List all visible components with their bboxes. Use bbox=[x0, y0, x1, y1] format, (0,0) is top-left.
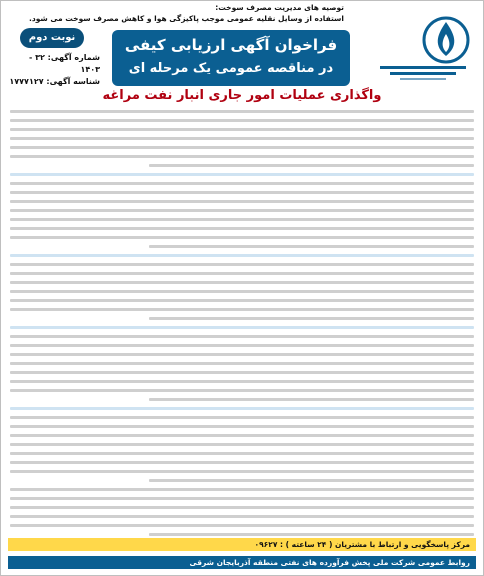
ad-meta bbox=[8, 52, 100, 88]
ad-id: شناسه آگهی: ۱۷۷۷۱۲۷ bbox=[9, 77, 100, 86]
text-line bbox=[10, 488, 474, 491]
text-line bbox=[10, 389, 474, 392]
text-line bbox=[10, 362, 474, 365]
fuel-tip-text: استفاده از وسایل نقلیه عمومی موجب پاکیزگی هوا و کاهش مصرف سوخت می شود. bbox=[29, 14, 344, 23]
text-line bbox=[10, 209, 474, 212]
text-line bbox=[10, 227, 474, 230]
headline-banner bbox=[112, 30, 350, 86]
text-line bbox=[10, 344, 474, 347]
text-line bbox=[10, 218, 474, 221]
text-line bbox=[10, 443, 474, 446]
text-line bbox=[10, 182, 474, 185]
text-line bbox=[10, 434, 474, 437]
text-line bbox=[10, 200, 474, 203]
text-line bbox=[10, 452, 474, 455]
text-line-highlighted bbox=[10, 407, 474, 410]
text-line bbox=[10, 497, 474, 500]
notice-body-text bbox=[10, 110, 474, 512]
text-line bbox=[10, 263, 474, 266]
text-line bbox=[10, 380, 474, 383]
text-line bbox=[10, 119, 474, 122]
text-line bbox=[10, 191, 474, 194]
text-line-highlighted bbox=[10, 326, 474, 329]
text-line bbox=[10, 416, 474, 419]
public-relations-bar: روابط عمومی شرکت ملی پخش فرآورده های نفتی منطقه آذربایجان شرقی bbox=[8, 556, 476, 569]
text-line bbox=[10, 281, 474, 284]
text-line bbox=[10, 515, 474, 518]
headline-title: فراخوان آگهی ارزیابی کیفی bbox=[124, 36, 338, 54]
round-badge: نوبت دوم bbox=[20, 28, 84, 48]
hotline-bar: مرکز پاسخگویی و ارتباط با مشتریان ( ۲۴ ساعته ) : ۰۹۶۲۷ bbox=[8, 538, 476, 551]
text-line bbox=[10, 155, 474, 158]
text-line bbox=[10, 146, 474, 149]
text-line bbox=[10, 236, 474, 239]
ad-number: شماره آگهی: ۳۲ - ۱۴۰۳ bbox=[29, 53, 100, 74]
text-line bbox=[10, 470, 474, 473]
text-line bbox=[10, 308, 474, 311]
text-line bbox=[10, 290, 474, 293]
text-line bbox=[10, 353, 474, 356]
text-line bbox=[149, 317, 474, 320]
fuel-tip-heading: توصیه های مدیریت مصرف سوخت: bbox=[215, 3, 344, 12]
text-line bbox=[10, 425, 474, 428]
text-line bbox=[10, 110, 474, 113]
headline-subtitle: در مناقصه عمومی یک مرحله ای bbox=[128, 61, 334, 76]
text-line-highlighted bbox=[10, 173, 474, 176]
text-line bbox=[10, 272, 474, 275]
text-line bbox=[10, 461, 474, 464]
text-line bbox=[10, 371, 474, 374]
fuel-tip-banner bbox=[14, 2, 344, 26]
text-line bbox=[149, 479, 474, 482]
text-line bbox=[10, 524, 474, 527]
text-line bbox=[149, 245, 474, 248]
text-line bbox=[10, 128, 474, 131]
tender-subject: واگذاری عملیات امور جاری انبار نفت مراغه bbox=[102, 88, 382, 103]
text-line-highlighted bbox=[10, 254, 474, 257]
text-line bbox=[149, 164, 474, 167]
text-line bbox=[10, 299, 474, 302]
text-line bbox=[149, 398, 474, 401]
company-logo bbox=[366, 6, 476, 86]
company-name-graphic bbox=[380, 66, 466, 80]
flame-drop-icon bbox=[424, 18, 468, 62]
text-line bbox=[149, 533, 474, 536]
text-line bbox=[10, 506, 474, 509]
text-line bbox=[10, 335, 474, 338]
text-line bbox=[10, 137, 474, 140]
